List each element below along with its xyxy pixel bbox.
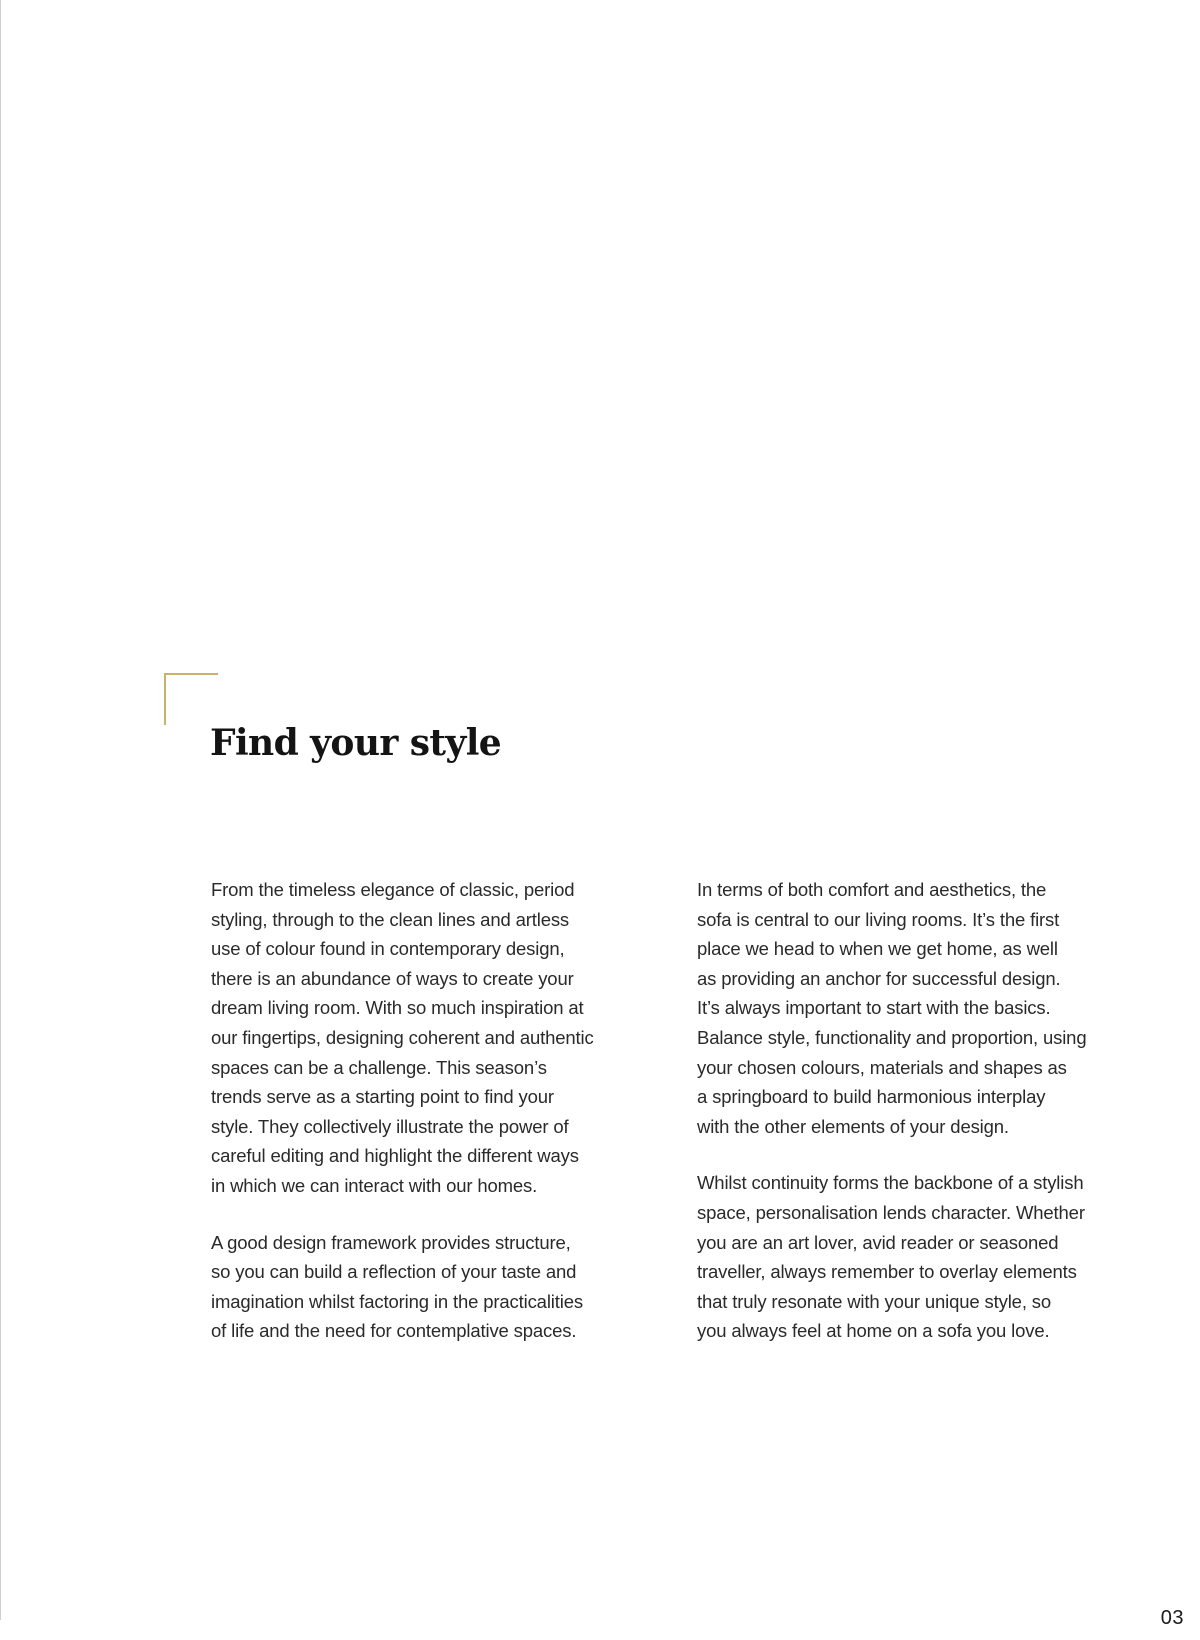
right-paragraph-2: Whilst continuity forms the backbone of a stylish space, personalisation lends character. Whether you are an art lover, avid reader or seasoned traveller, always remember to overlay elements that truly resonate with your unique style, so you always feel at home on a sofa you love. bbox=[697, 1172, 1085, 1342]
left-paragraph-2: A good design framework provides structure, so you can build a reflection of your taste and imagination whilst factoring in the practicalities of life and the need for contemplative spaces. bbox=[211, 1231, 583, 1342]
page-number: 03 bbox=[1160, 1607, 1184, 1629]
corner-bracket-decoration bbox=[164, 673, 218, 725]
page-title: Find your style bbox=[210, 722, 502, 764]
page-binding-line bbox=[0, 0, 1, 1620]
right-text-column bbox=[697, 875, 1157, 1373]
left-text-column bbox=[211, 875, 671, 1373]
right-paragraph-1: In terms of both comfort and aesthetics, the sofa is central to our living rooms. It’s the first place we head to when we get home, as well as providing an anchor for successful design. It’s always important to start with the basics. Balance style, functionality and proportion, using your chosen colours, materials and shapes as a springboard to build harmonious interplay with the other elements of your design. bbox=[697, 879, 1087, 1137]
left-paragraph-1: From the timeless elegance of classic, period styling, through to the clean lines and artless use of colour found in contemporary design, there is an abundance of ways to create your dream living room. With so much inspiration at our fingertips, designing coherent and authentic spaces can be a challenge. This season’s trends serve as a starting point to find your style. They collectively illustrate the power of careful editing and highlight the different ways in which we can interact with our homes. bbox=[211, 879, 594, 1196]
